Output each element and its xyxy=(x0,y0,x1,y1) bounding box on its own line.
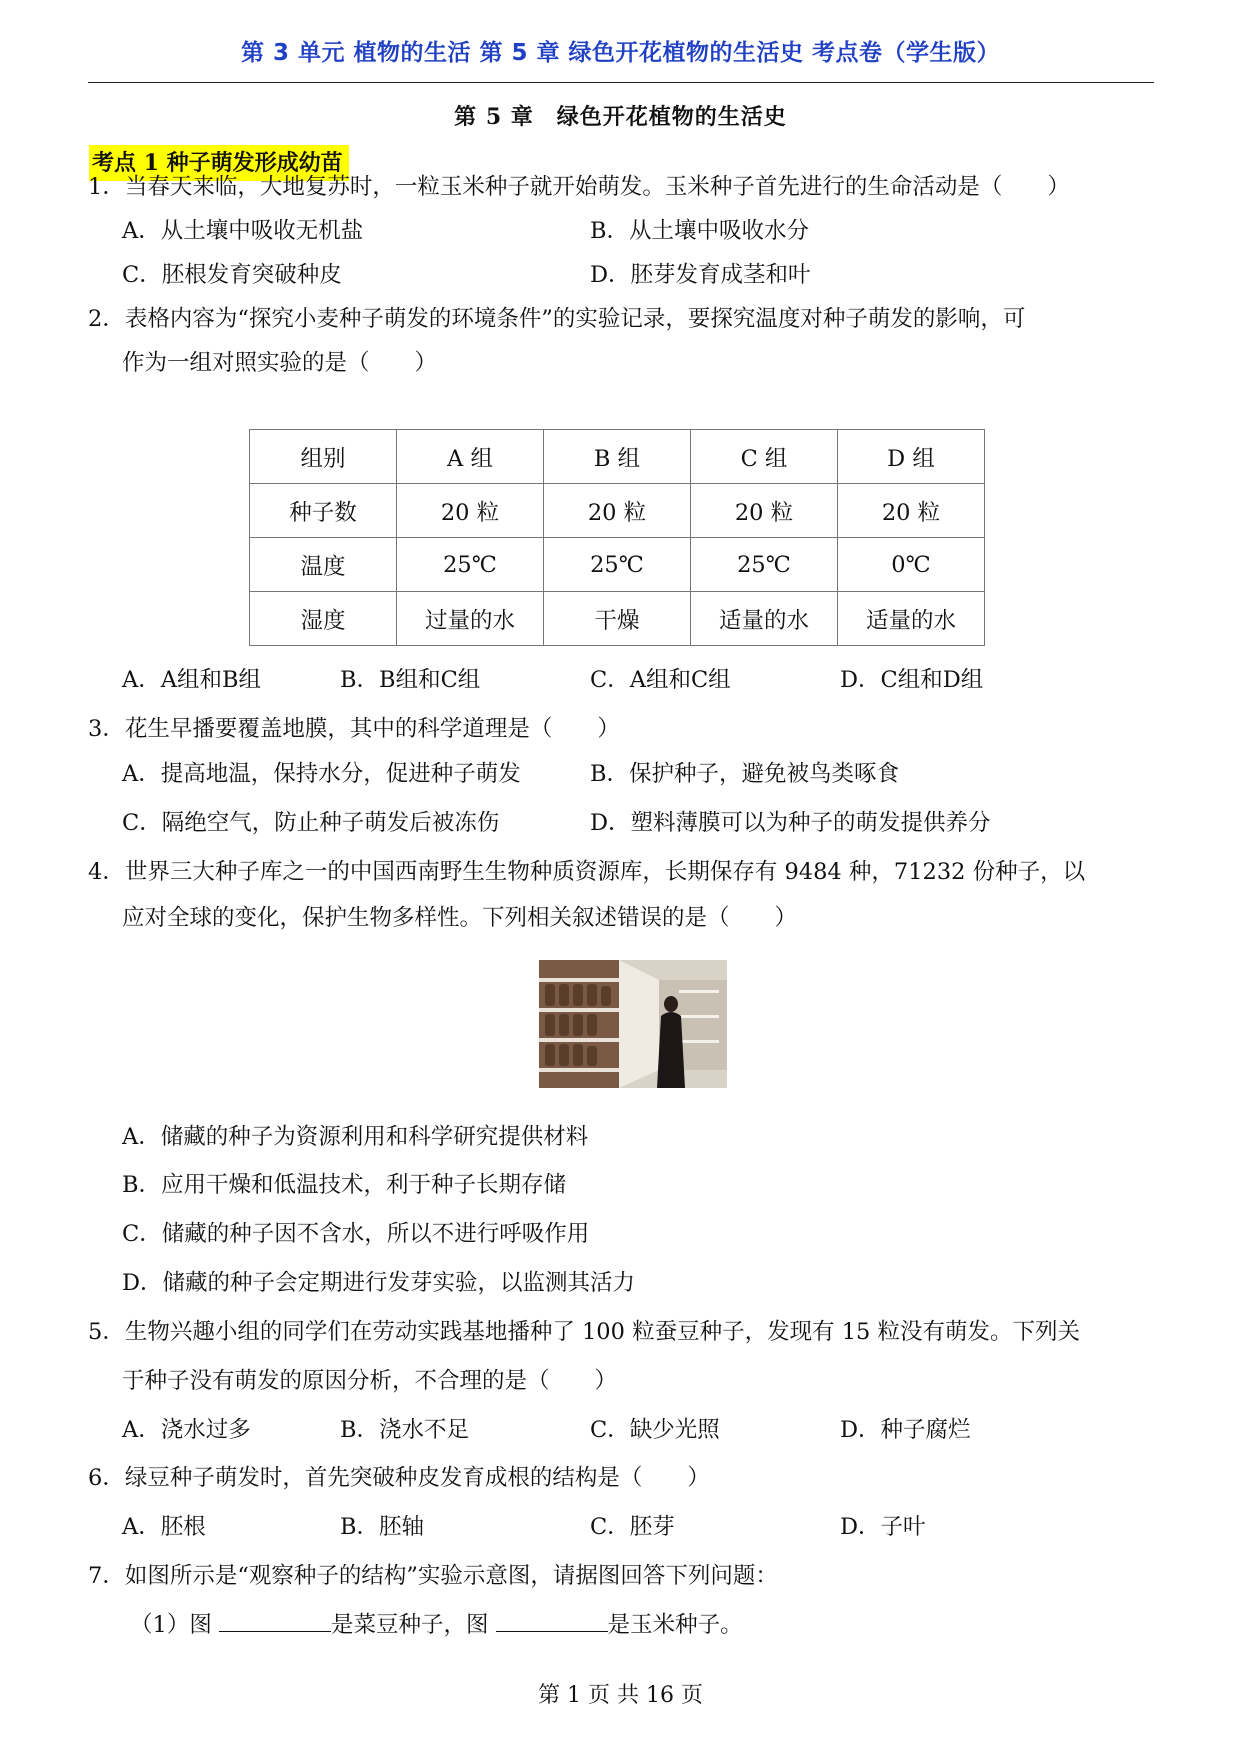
answer-blank-1[interactable] xyxy=(219,1609,331,1632)
question-4-option-a: A．储藏的种子为资源利用和科学研究提供材料 xyxy=(122,1124,589,1150)
table-cell: 温度 xyxy=(250,538,397,592)
table-cell: 种子数 xyxy=(250,484,397,538)
question-4-stem-line-1: 4．世界三大种子库之一的中国西南野生生物种质资源库，长期保存有 9484 种，71232 份种子，以 xyxy=(88,859,1086,885)
table-cell: C 组 xyxy=(691,430,838,484)
sub-question-text: （1）图 xyxy=(130,1612,219,1638)
question-6-option-d: D．子叶 xyxy=(840,1514,926,1540)
question-3-option-a: A．提高地温，保持水分，促进种子萌发 xyxy=(122,761,521,787)
question-2-option-d: D．C组和D组 xyxy=(840,667,984,693)
table-cell: 20 粒 xyxy=(691,484,838,538)
question-5-option-c: C．缺少光照 xyxy=(590,1417,720,1443)
question-6-option-b: B．胚轴 xyxy=(340,1514,425,1540)
question-6-stem: 6．绿豆种子萌发时，首先突破种皮发育成根的结构是（ ） xyxy=(88,1465,710,1491)
question-3-stem: 3．花生早播要覆盖地膜，其中的科学道理是（ ） xyxy=(88,716,620,742)
question-4-option-c: C．储藏的种子因不含水，所以不进行呼吸作用 xyxy=(122,1221,590,1247)
experiment-table xyxy=(249,429,985,646)
table-cell: D 组 xyxy=(838,430,985,484)
question-2-option-c: C．A组和C组 xyxy=(590,667,731,693)
question-4-stem-line-2: 应对全球的变化，保护生物多样性。下列相关叙述错误的是（ ） xyxy=(122,905,798,931)
section-label: 考点 1 种子萌发形成幼苗 xyxy=(89,145,349,181)
table-cell: B 组 xyxy=(544,430,691,484)
question-7-sub-1 xyxy=(130,1609,743,1640)
table-cell: 0℃ xyxy=(838,538,985,592)
page-footer: 第 1 页 共 16 页 xyxy=(538,1683,703,1708)
page-header: 第 3 单元 植物的生活 第 5 章 绿色开花植物的生活史 考点卷（学生版） xyxy=(240,40,1001,66)
table-cell: 25℃ xyxy=(691,538,838,592)
question-2-option-a: A．A组和B组 xyxy=(122,667,262,693)
sub-question-text: 是菜豆种子，图 xyxy=(330,1612,496,1638)
question-1-option-d: D．胚芽发育成茎和叶 xyxy=(590,262,811,288)
chapter-title: 第 5 章 绿色开花植物的生活史 xyxy=(454,104,787,130)
table-row xyxy=(250,592,985,646)
table-cell: 25℃ xyxy=(397,538,544,592)
table-cell: 适量的水 xyxy=(838,592,985,646)
table-cell: 20 粒 xyxy=(397,484,544,538)
question-3-option-d: D．塑料薄膜可以为种子的萌发提供养分 xyxy=(590,810,991,836)
question-5-stem-line-1: 5．生物兴趣小组的同学们在劳动实践基地播种了 100 粒蚕豆种子，发现有 15 粒没有萌发。下列关 xyxy=(88,1319,1081,1345)
question-4-option-d: D．储藏的种子会定期进行发芽实验，以监测其活力 xyxy=(122,1270,636,1296)
question-6-option-c: C．胚芽 xyxy=(590,1514,675,1540)
table-cell: 干燥 xyxy=(544,592,691,646)
question-5-stem-line-2: 于种子没有萌发的原因分析，不合理的是（ ） xyxy=(122,1368,618,1394)
question-3-option-c: C．隔绝空气，防止种子萌发后被冻伤 xyxy=(122,810,500,836)
table-cell: 25℃ xyxy=(544,538,691,592)
question-1-option-a: A．从土壤中吸收无机盐 xyxy=(122,218,364,244)
table-row xyxy=(250,430,985,484)
question-7-stem: 7．如图所示是“观察种子的结构”实验示意图，请据图回答下列问题： xyxy=(88,1563,778,1589)
question-2-stem-line-2: 作为一组对照实验的是（ ） xyxy=(122,350,438,376)
question-5-option-a: A．浇水过多 xyxy=(122,1417,251,1443)
table-cell: 过量的水 xyxy=(397,592,544,646)
sub-question-text: 是玉米种子。 xyxy=(607,1612,743,1638)
question-1-option-c: C．胚根发育突破种皮 xyxy=(122,262,342,288)
question-1-stem: 1．当春天来临，大地复苏时，一粒玉米种子就开始萌发。玉米种子首先进行的生命活动是（ ） xyxy=(88,174,1070,200)
table-cell: 适量的水 xyxy=(691,592,838,646)
question-2-option-b: B．B组和C组 xyxy=(340,667,481,693)
question-3-option-b: B．保护种子，避免被鸟类啄食 xyxy=(590,761,900,787)
table-row xyxy=(250,484,985,538)
table-row xyxy=(250,538,985,592)
table-cell: 湿度 xyxy=(250,592,397,646)
table-cell: 20 粒 xyxy=(838,484,985,538)
question-1-option-b: B．从土壤中吸收水分 xyxy=(590,218,810,244)
question-2-stem-line-1: 2．表格内容为“探究小麦种子萌发的环境条件”的实验记录，要探究温度对种子萌发的影响，可 xyxy=(88,306,1026,332)
answer-blank-2[interactable] xyxy=(496,1609,608,1632)
question-6-option-a: A．胚根 xyxy=(122,1514,206,1540)
question-4-option-b: B．应用干燥和低温技术，利于种子长期存储 xyxy=(122,1172,567,1198)
seed-bank-photo xyxy=(539,960,727,1088)
table-cell: A 组 xyxy=(397,430,544,484)
table-cell: 组别 xyxy=(250,430,397,484)
question-5-option-d: D．种子腐烂 xyxy=(840,1417,971,1443)
header-divider xyxy=(88,82,1154,83)
question-5-option-b: B．浇水不足 xyxy=(340,1417,470,1443)
table-cell: 20 粒 xyxy=(544,484,691,538)
